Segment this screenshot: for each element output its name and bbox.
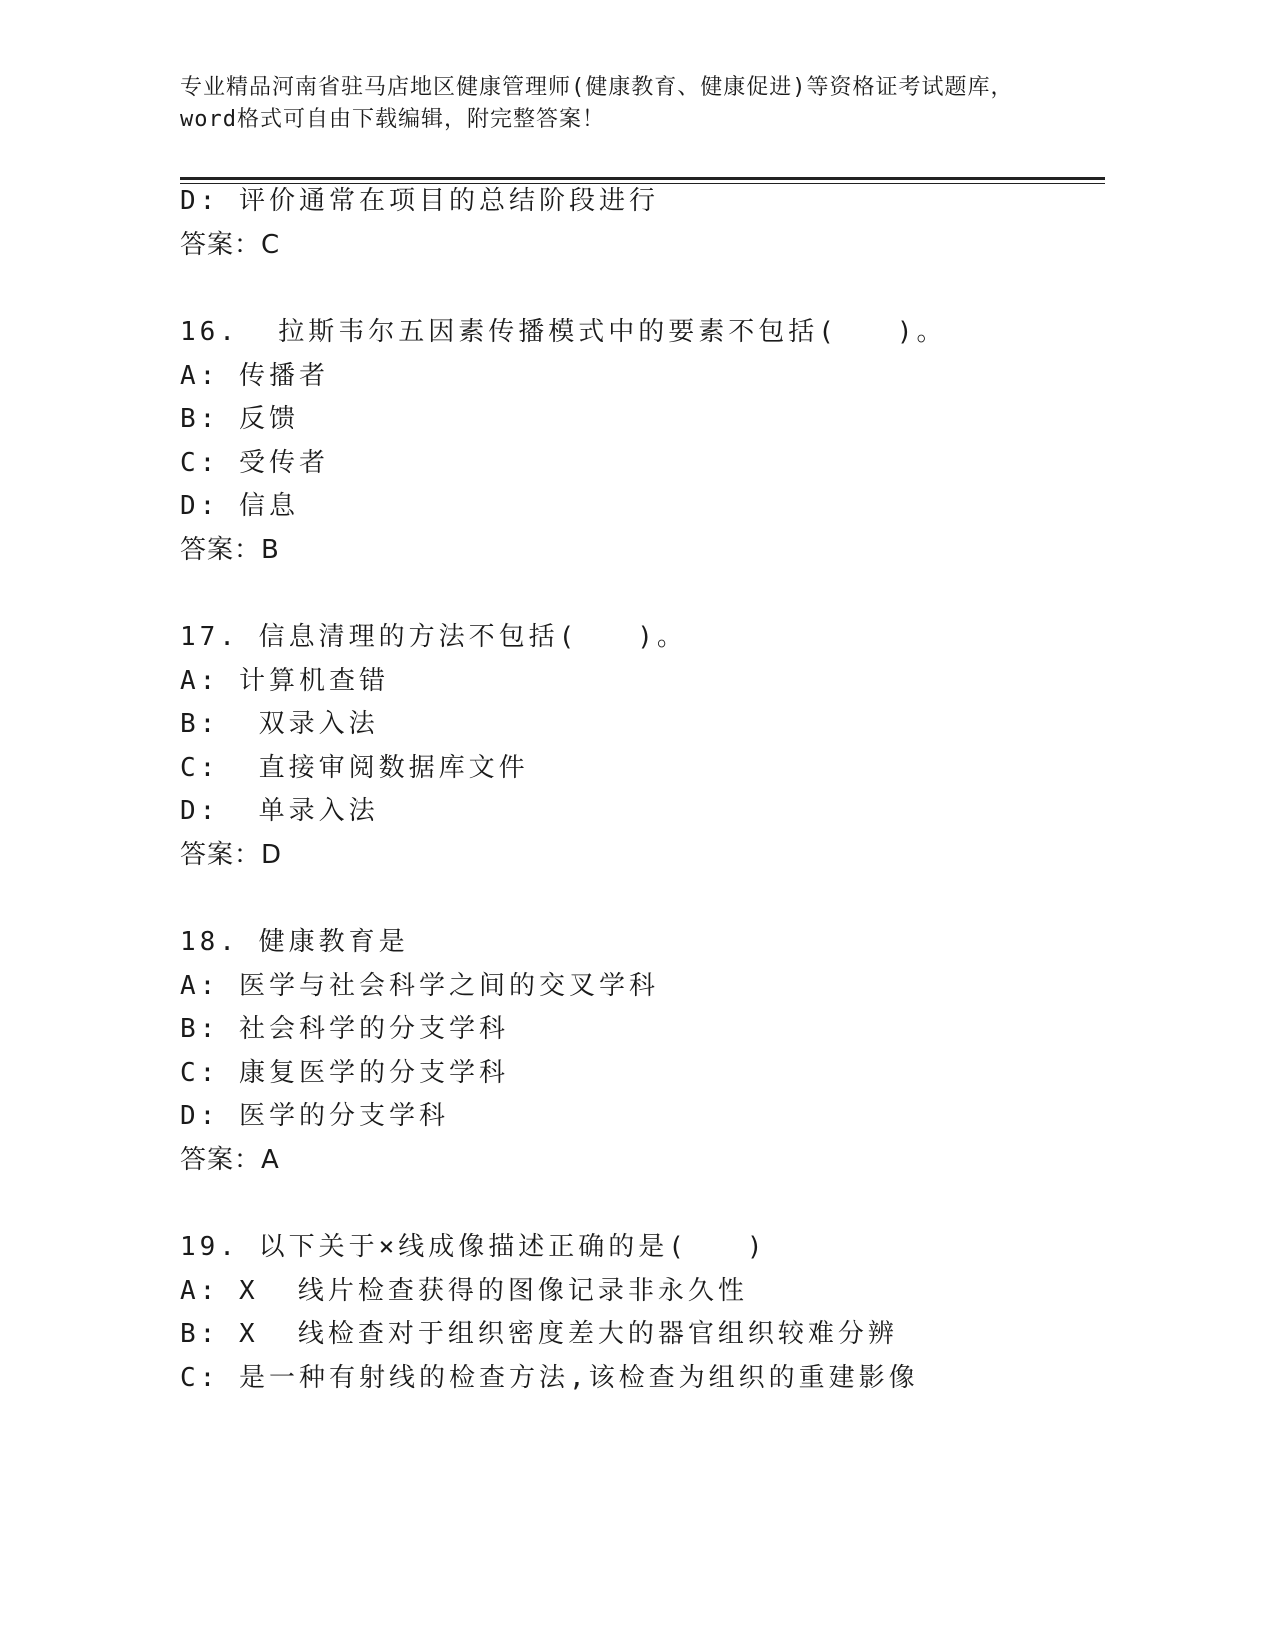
option-c: C: 直接审阅数据库文件 <box>180 752 529 783</box>
answer: 答案：A <box>180 1144 280 1175</box>
option-c: C: 康复医学的分支学科 <box>180 1057 509 1088</box>
question-stem: 16. 拉斯韦尔五因素传播模式中的要素不包括( )。 <box>180 317 947 347</box>
question-18 <box>180 921 1080 1182</box>
option-c: C: 受传者 <box>180 447 329 478</box>
answer: 答案：D <box>180 839 283 870</box>
option-a: A: 传播者 <box>180 360 329 391</box>
question-16 <box>180 311 1080 572</box>
option-b: B: 反馈 <box>180 404 299 434</box>
option-a: A: X 线片检查获得的图像记录非永久性 <box>180 1275 748 1306</box>
previous-question-tail <box>180 180 1080 267</box>
question-17 <box>180 616 1080 877</box>
option-a: A: 医学与社会科学之间的交叉学科 <box>180 970 659 1001</box>
question-stem: 17. 信息清理的方法不包括( )。 <box>180 622 687 652</box>
option-b: B: 社会科学的分支学科 <box>180 1014 509 1044</box>
header-line-2: word格式可自由下载编辑，附完整答案！ <box>180 107 605 132</box>
option-a: A: 计算机查错 <box>180 665 389 696</box>
option-b: B: 双录入法 <box>180 709 379 739</box>
answer: 答案：B <box>180 534 280 565</box>
option-d: D: 医学的分支学科 <box>180 1101 449 1131</box>
header-line-1: 专业精品河南省驻马店地区健康管理师(健康教育、健康促进)等资格证考试题库， <box>180 75 1014 100</box>
option-c: C: 是一种有射线的检查方法,该检查为组织的重建影像 <box>180 1362 919 1393</box>
answer: 答案：C <box>180 229 281 260</box>
question-stem: 19. 以下关于×线成像描述正确的是( ) <box>180 1232 767 1262</box>
question-stem: 18. 健康教育是 <box>180 927 409 957</box>
question-19 <box>180 1226 1080 1400</box>
document-header <box>180 72 1080 136</box>
option-d: D: 单录入法 <box>180 796 379 826</box>
option-d: D: 评价通常在项目的总结阶段进行 <box>180 186 659 216</box>
option-b: B: X 线检查对于组织密度差大的器官组织较难分辨 <box>180 1319 898 1349</box>
option-d: D: 信息 <box>180 491 299 521</box>
question-list <box>180 180 1080 1400</box>
